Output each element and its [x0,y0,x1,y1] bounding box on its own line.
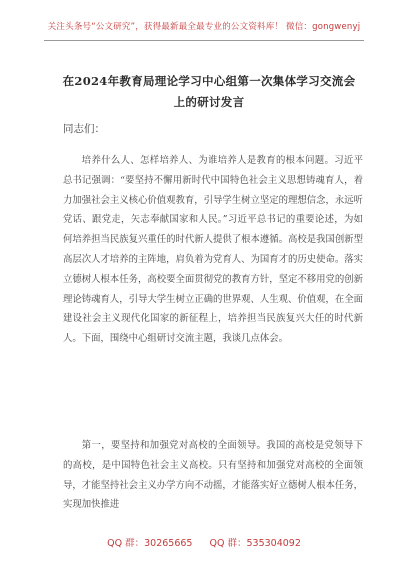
page-header: 关注头条号“公文研究”，获得最新最全最专业的公文资料库！ 微信：gongwenyj [47,22,361,32]
page-footer [0,535,408,549]
document-title: 在2024年教育局理论学习中心组第一次集体学习交流会上的研讨发言 [62,74,356,109]
paragraph-1: 培养什么人、怎样培养人、为谁培养人是教育的根本问题。习近平总书记强调：“要坚持不懈用新时代中国特色社会主义思想铸魂育人，着力加强社会主义核心价值观教育，引导学生树立坚定的理想信念，永远听党话、跟党走，矢志奉献国家和人民。”习近平总书记的重要论述，为如何培养担当民族复兴重任的时代新人提供了根本遵循。高校是我国创新型高层次人才培养的主阵地，肩负着为党育人、为国育才的历史使命。落实立德树人根本任务，高校要全面贯彻党的教育方针，坚定不移用党的创新理论铸魂育人，引导大学生树立正确的世界观、人生观、价值观，在全面建设社会主义现代化国家的新征程上，培养担当民族复兴大任的时代新人。下面，围绕中心组研讨交流主题，我谈几点体会。 [63,155,364,345]
qq-group-1: QQ 群：30265665 [107,538,193,549]
qq-group-2: QQ 群：535304092 [209,538,301,549]
header-divider [44,40,364,41]
salutation: 同志们： [63,123,105,135]
paragraph-2: 第一，要坚持和加强党对高校的全面领导。我国的高校是党领导下的高校，是中国特色社会主义高校。只有坚持和加强党对高校的全面领导，才能坚持社会主义办学方向不动摇，才能落实好立德树人根本任务，实现加快推进 [63,440,364,511]
